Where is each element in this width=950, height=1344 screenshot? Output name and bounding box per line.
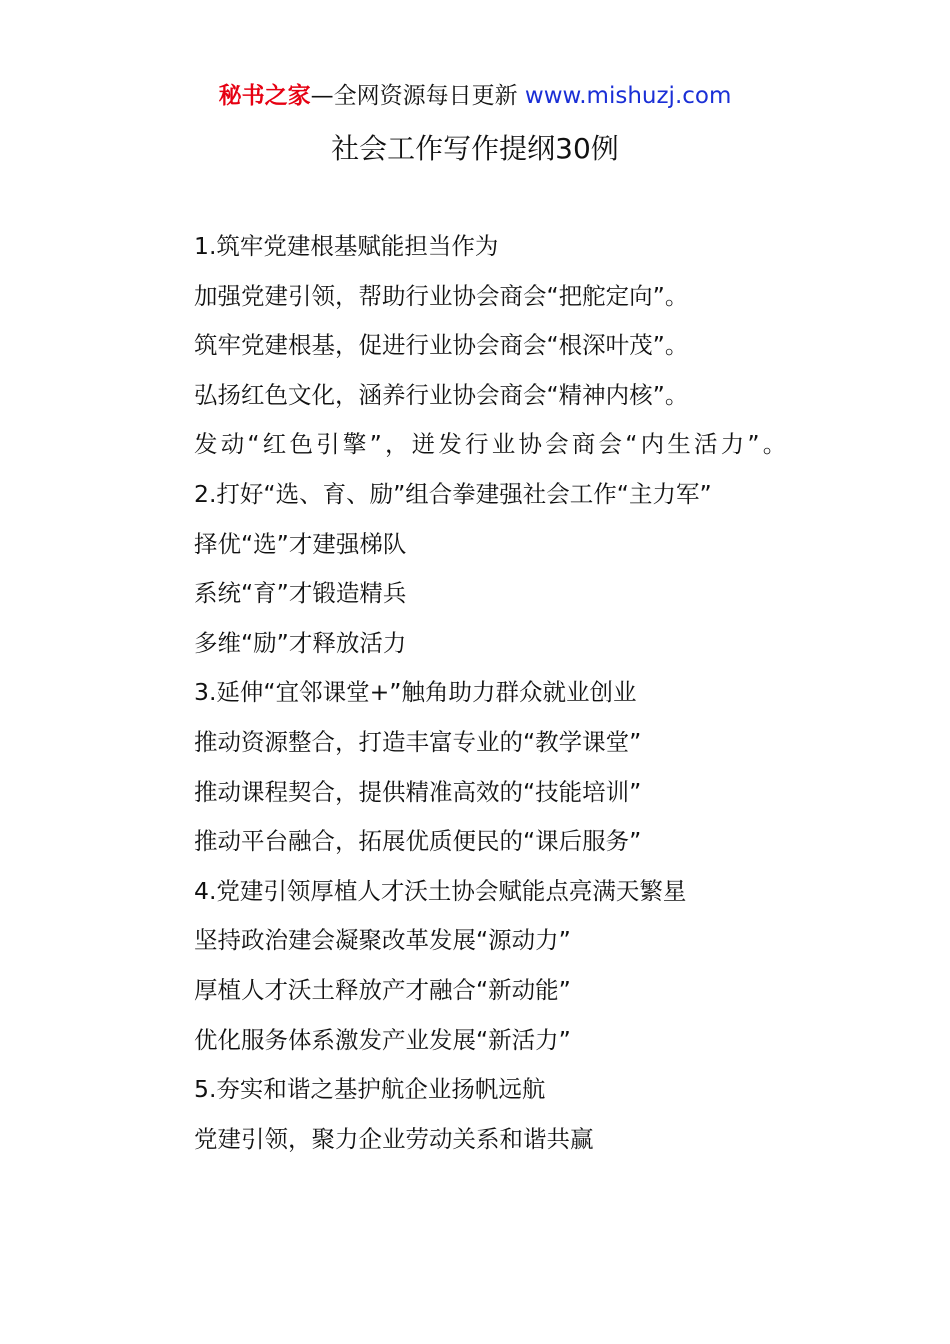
site-header — [0, 80, 950, 112]
outline-point: 优化服务体系激发产业发展“新活力” — [194, 1025, 571, 1054]
document-body — [145, 222, 813, 1164]
document-title: 社会工作写作提纲30例 — [331, 132, 619, 165]
outline-point: 推动资源整合，打造丰富专业的“教学课堂” — [194, 727, 642, 756]
outline-point: 发动“红色引擎”，迸发行业协会商会“内生活力”。 — [194, 430, 790, 459]
outline-heading-2: 2.打好“选、育、励”组合拳建强社会工作“主力军” — [194, 479, 712, 508]
brand-name: 秘书之家 — [218, 83, 311, 109]
outline-heading-3: 3.延伸“宜邻课堂+”触角助力群众就业创业 — [194, 678, 637, 707]
outline-point: 择优“选”才建强梯队 — [194, 529, 407, 558]
header-tagline: —全网资源每日更新 — [310, 83, 518, 109]
outline-point: 系统“育”才锻造精兵 — [194, 579, 407, 608]
outline-point: 党建引领，聚力企业劳动关系和谐共赢 — [194, 1124, 594, 1153]
outline-point: 坚持政治建会凝聚改革发展“源动力” — [194, 926, 571, 955]
outline-heading-1: 1.筑牢党建根基赋能担当作为 — [194, 232, 499, 260]
site-url-link[interactable]: www.mishuzj.com — [524, 83, 732, 109]
outline-point: 推动课程契合，提供精准高效的“技能培训” — [194, 777, 642, 806]
outline-point: 推动平台融合，拓展优质便民的“课后服务” — [194, 827, 642, 856]
outline-point: 多维“励”才释放活力 — [194, 628, 407, 657]
outline-point: 弘扬红色文化，涵养行业协会商会“精神内核”。 — [194, 380, 689, 409]
outline-heading-5: 5.夯实和谐之基护航企业扬帆远航 — [194, 1075, 546, 1104]
outline-point: 筑牢党建根基，促进行业协会商会“根深叶茂”。 — [194, 331, 689, 360]
outline-point: 加强党建引领，帮助行业协会商会“把舵定向”。 — [194, 281, 689, 310]
outline-heading-4: 4.党建引领厚植人才沃土协会赋能点亮满天繁星 — [194, 876, 687, 905]
outline-point: 厚植人才沃土释放产才融合“新动能” — [194, 975, 571, 1004]
